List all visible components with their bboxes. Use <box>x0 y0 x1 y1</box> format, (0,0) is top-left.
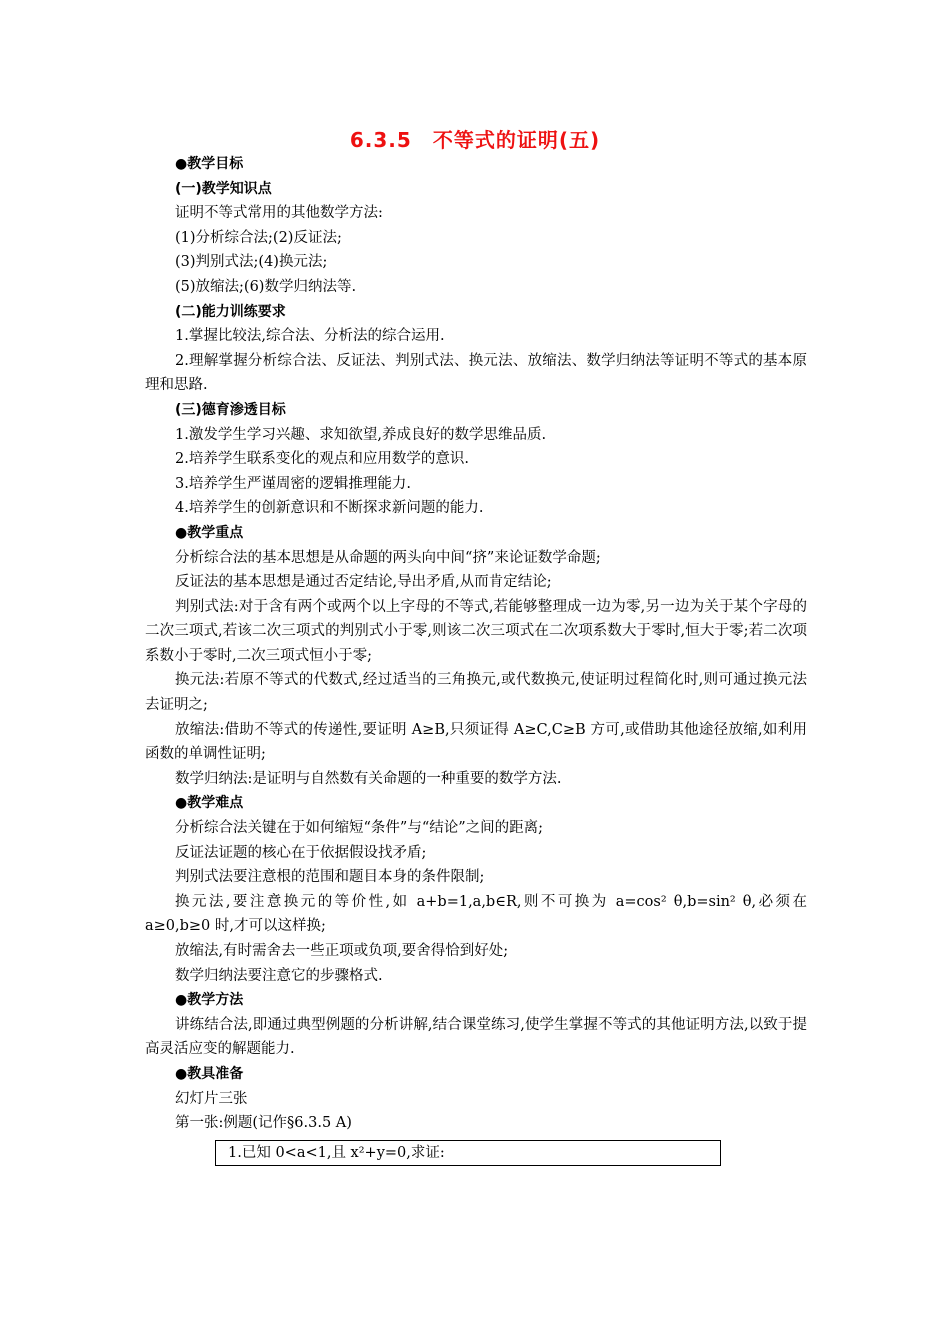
text-line: 第一张:例题(记作§6.3.5 A) <box>175 1115 352 1132</box>
subheading-ability: (二)能力训练要求 <box>175 303 286 320</box>
text-paragraph: 2.理解掌握分析综合法、反证法、判别式法、换元法、放缩法、数学归纳法等证明不等式的基本原理和思路. <box>145 352 807 394</box>
text-line: 判别式法要注意根的范围和题目本身的条件限制; <box>175 869 485 886</box>
text-line: 2.培养学生联系变化的观点和应用数学的意识. <box>175 451 469 468</box>
text-line: 反证法的基本思想是通过否定结论,导出矛盾,从而肯定结论; <box>175 574 552 591</box>
document-title: 6.3.5 不等式的证明(五) <box>349 128 601 152</box>
section-heading-focus: ●教学重点 <box>175 524 244 541</box>
text-line: 3.培养学生严谨周密的逻辑推理能力. <box>175 475 411 492</box>
subheading-moral: (三)德育渗透目标 <box>175 401 286 418</box>
text-paragraph: 换元法:若原不等式的代数式,经过适当的三角换元,或代数换元,使证明过程简化时,则可通过换元法去证明之; <box>145 672 807 714</box>
text-line: 分析综合法关键在于如何缩短“条件”与“结论”之间的距离; <box>175 820 544 837</box>
section-heading-tools: ●教具准备 <box>175 1065 244 1082</box>
text-line: 数学归纳法要注意它的步骤格式. <box>175 967 383 984</box>
text-line: (1)分析综合法;(2)反证法; <box>175 229 342 246</box>
section-heading-goals: ●教学目标 <box>175 156 244 172</box>
text-paragraph: 讲练结合法,即通过典型例题的分析讲解,结合课堂练习,使学生掌握不等式的其他证明方法,以致于提高灵活应变的解题能力. <box>145 1016 807 1058</box>
document-body <box>145 152 807 1166</box>
subheading-knowledge: (一)教学知识点 <box>175 180 272 197</box>
example-box: 1.已知 0<a<1,且 x²+y=0,求证: <box>215 1140 721 1166</box>
text-line: 幻灯片三张 <box>175 1090 248 1107</box>
text-line: (3)判别式法;(4)换元法; <box>175 254 328 271</box>
text-line: 数学归纳法:是证明与自然数有关命题的一种重要的数学方法. <box>175 770 562 787</box>
text-line: 1.激发学生学习兴趣、求知欲望,养成良好的数学思维品质. <box>175 426 547 443</box>
text-line: 放缩法,有时需舍去一些正项或负项,要舍得恰到好处; <box>175 943 509 959</box>
text-line: 4.培养学生的创新意识和不断探求新问题的能力. <box>175 500 484 517</box>
text-paragraph: 判别式法:对于含有两个或两个以上字母的不等式,若能够整理成一边为零,另一边为关于某个字母的二次三项式,若该二次三项式的判别式小于零,则该二次三项式在二次项系数大于零时,恒大于零;若二次项系数小于零时,二次三项式恒小于零; <box>145 598 807 664</box>
text-line: 证明不等式常用的其他数学方法: <box>175 205 383 222</box>
text-paragraph: 放缩法:借助不等式的传递性,要证明 A≥B,只须证得 A≥C,C≥B 方可,或借助其他途径放缩,如利用函数的单调性证明; <box>145 721 807 763</box>
text-line: 分析综合法的基本思想是从命题的两头向中间“挤”来论证数学命题; <box>175 549 601 566</box>
text-paragraph: 换元法,要注意换元的等价性,如 a+b=1,a,b∈R,则不可换为 a=cos² θ,b=sin² θ,必须在 a≥0,b≥0 时,才可以这样换; <box>145 893 807 935</box>
text-line: 1.掌握比较法,综合法、分析法的综合运用. <box>175 328 445 345</box>
text-line: 反证法证题的核心在于依据假设找矛盾; <box>175 844 427 861</box>
section-heading-method: ●教学方法 <box>175 992 244 1009</box>
text-line: (5)放缩法;(6)数学归纳法等. <box>175 278 357 295</box>
section-heading-difficulty: ●教学难点 <box>175 795 244 812</box>
